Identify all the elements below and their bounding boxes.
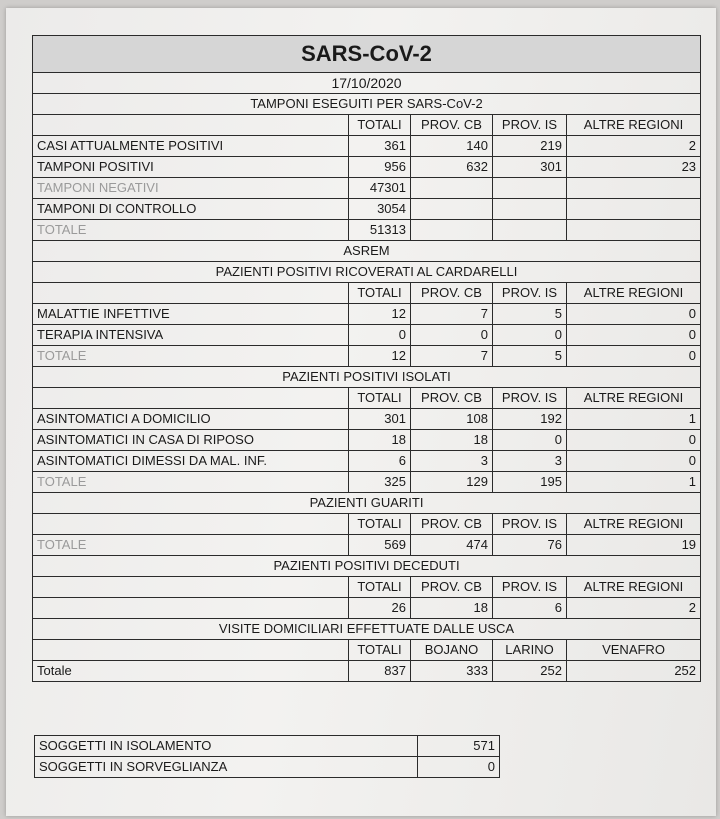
table-row [33, 451, 701, 472]
cell-altre-regioni: 1 [567, 409, 701, 430]
cell-prov-is: 0 [493, 325, 567, 346]
col-header-totali: TOTALI [349, 388, 411, 409]
col-header-prov-is: PROV. IS [493, 115, 567, 136]
table-row [35, 757, 500, 778]
cell-prov-is: 76 [493, 535, 567, 556]
cell-prov-cb: 7 [411, 346, 493, 367]
cell-totali: 0 [349, 325, 411, 346]
cell-totali: 301 [349, 409, 411, 430]
col-header-prov-is: PROV. IS [493, 577, 567, 598]
col-header-totali: TOTALI [349, 577, 411, 598]
cell-prov-is [493, 199, 567, 220]
section-heading-visite: VISITE DOMICILIARI EFFETTUATE DALLE USCA [33, 619, 701, 640]
cell-totali: 18 [349, 430, 411, 451]
cell-altre-regioni: 0 [567, 325, 701, 346]
soggetti-table [34, 735, 500, 778]
col-header-totali: TOTALI [349, 514, 411, 535]
cell-prov-cb: 3 [411, 451, 493, 472]
col-header-prov-is: PROV. IS [493, 388, 567, 409]
col-header-prov-cb: PROV. CB [411, 577, 493, 598]
cell-prov-is: 219 [493, 136, 567, 157]
cell-totali: 51313 [349, 220, 411, 241]
col-header-totali: TOTALI [349, 640, 411, 661]
cell-prov-cb [411, 178, 493, 199]
col-header-prov-cb: PROV. CB [411, 115, 493, 136]
table-row [33, 535, 701, 556]
col-header-prov-is: PROV. IS [493, 283, 567, 304]
cell-prov-cb: 474 [411, 535, 493, 556]
cell-prov-is: 5 [493, 346, 567, 367]
cell-prov-is: 192 [493, 409, 567, 430]
col-header-prov-cb: PROV. CB [411, 388, 493, 409]
col-header-bojano: BOJANO [411, 640, 493, 661]
cell-prov-cb: 140 [411, 136, 493, 157]
cell-prov-is: 3 [493, 451, 567, 472]
cell-altre-regioni: 0 [567, 304, 701, 325]
col-header-altre-regioni: ALTRE REGIONI [567, 388, 701, 409]
row-label: TAMPONI DI CONTROLLO [33, 199, 349, 220]
row-label: ASINTOMATICI A DOMICILIO [33, 409, 349, 430]
section-heading-isolati: PAZIENTI POSITIVI ISOLATI [33, 367, 701, 388]
row-label: ASINTOMATICI DIMESSI DA MAL. INF. [33, 451, 349, 472]
section-heading-tamponi: TAMPONI ESEGUITI PER SARS-CoV-2 [33, 94, 701, 115]
header-blank [33, 514, 349, 535]
col-header-prov-cb: PROV. CB [411, 283, 493, 304]
cell-totali: 956 [349, 157, 411, 178]
cell-prov-cb: 18 [411, 598, 493, 619]
section-heading-deceduti: PAZIENTI POSITIVI DECEDUTI [33, 556, 701, 577]
paper-sheet [6, 8, 716, 816]
cell-totali: 569 [349, 535, 411, 556]
table-row [33, 220, 701, 241]
row-label: TOTALE [33, 346, 349, 367]
col-header-altre-regioni: ALTRE REGIONI [567, 514, 701, 535]
cell-totali: 26 [349, 598, 411, 619]
cell-value: 0 [418, 757, 500, 778]
col-header-altre-regioni: ALTRE REGIONI [567, 283, 701, 304]
col-header-venafro: VENAFRO [567, 640, 701, 661]
row-label: TAMPONI POSITIVI [33, 157, 349, 178]
table-row [33, 157, 701, 178]
cell-larino: 252 [493, 661, 567, 682]
cell-altre-regioni [567, 178, 701, 199]
table-row [33, 598, 701, 619]
cell-prov-is: 301 [493, 157, 567, 178]
asrem-label: ASREM [33, 241, 701, 262]
table-row [33, 136, 701, 157]
covid-report-table [32, 35, 701, 682]
cell-prov-is: 6 [493, 598, 567, 619]
row-label: TOTALE [33, 472, 349, 493]
cell-altre-regioni: 0 [567, 451, 701, 472]
col-header-totali: TOTALI [349, 283, 411, 304]
cell-prov-is: 0 [493, 430, 567, 451]
cell-value: 571 [418, 736, 500, 757]
cell-prov-is: 5 [493, 304, 567, 325]
cell-prov-is [493, 220, 567, 241]
cell-altre-regioni: 0 [567, 430, 701, 451]
cell-altre-regioni [567, 220, 701, 241]
report-date: 17/10/2020 [33, 73, 701, 94]
header-blank [33, 115, 349, 136]
row-label: MALATTIE INFETTIVE [33, 304, 349, 325]
row-label: Totale [33, 661, 349, 682]
cell-prov-cb: 7 [411, 304, 493, 325]
cell-altre-regioni: 23 [567, 157, 701, 178]
section-heading-guariti: PAZIENTI GUARITI [33, 493, 701, 514]
cell-prov-cb: 129 [411, 472, 493, 493]
cell-totali: 12 [349, 304, 411, 325]
cell-totali: 3054 [349, 199, 411, 220]
row-label: CASI ATTUALMENTE POSITIVI [33, 136, 349, 157]
table-row [33, 661, 701, 682]
cell-altre-regioni: 19 [567, 535, 701, 556]
cell-prov-cb [411, 220, 493, 241]
row-label: TOTALE [33, 220, 349, 241]
table-row [35, 736, 500, 757]
table-row [33, 304, 701, 325]
row-label: SOGGETTI IN ISOLAMENTO [35, 736, 418, 757]
col-header-altre-regioni: ALTRE REGIONI [567, 115, 701, 136]
row-label [33, 598, 349, 619]
col-header-altre-regioni: ALTRE REGIONI [567, 577, 701, 598]
cell-altre-regioni: 2 [567, 598, 701, 619]
cell-bojano: 333 [411, 661, 493, 682]
cell-altre-regioni: 2 [567, 136, 701, 157]
col-header-totali: TOTALI [349, 115, 411, 136]
cell-altre-regioni [567, 199, 701, 220]
cell-totali: 6 [349, 451, 411, 472]
row-label: TAMPONI NEGATIVI [33, 178, 349, 199]
row-label: TOTALE [33, 535, 349, 556]
row-label: SOGGETTI IN SORVEGLIANZA [35, 757, 418, 778]
cell-prov-cb [411, 199, 493, 220]
cell-totali: 47301 [349, 178, 411, 199]
header-blank [33, 640, 349, 661]
cell-prov-is [493, 178, 567, 199]
cell-totali: 325 [349, 472, 411, 493]
header-blank [33, 283, 349, 304]
cell-totali: 12 [349, 346, 411, 367]
cell-totali: 837 [349, 661, 411, 682]
cell-altre-regioni: 0 [567, 346, 701, 367]
cell-prov-cb: 108 [411, 409, 493, 430]
row-label: TERAPIA INTENSIVA [33, 325, 349, 346]
cell-totali: 361 [349, 136, 411, 157]
cell-venafro: 252 [567, 661, 701, 682]
cell-prov-cb: 0 [411, 325, 493, 346]
cell-prov-is: 195 [493, 472, 567, 493]
col-header-prov-is: PROV. IS [493, 514, 567, 535]
table-row [33, 472, 701, 493]
row-label: ASINTOMATICI IN CASA DI RIPOSO [33, 430, 349, 451]
header-blank [33, 388, 349, 409]
cell-prov-cb: 18 [411, 430, 493, 451]
table-row [33, 199, 701, 220]
table-row [33, 409, 701, 430]
section-heading-ricoverati: PAZIENTI POSITIVI RICOVERATI AL CARDARELLI [33, 262, 701, 283]
cell-altre-regioni: 1 [567, 472, 701, 493]
table-row [33, 430, 701, 451]
report-title: SARS-CoV-2 [33, 36, 701, 73]
table-row [33, 178, 701, 199]
table-row [33, 346, 701, 367]
col-header-prov-cb: PROV. CB [411, 514, 493, 535]
cell-prov-cb: 632 [411, 157, 493, 178]
col-header-larino: LARINO [493, 640, 567, 661]
table-row [33, 325, 701, 346]
header-blank [33, 577, 349, 598]
